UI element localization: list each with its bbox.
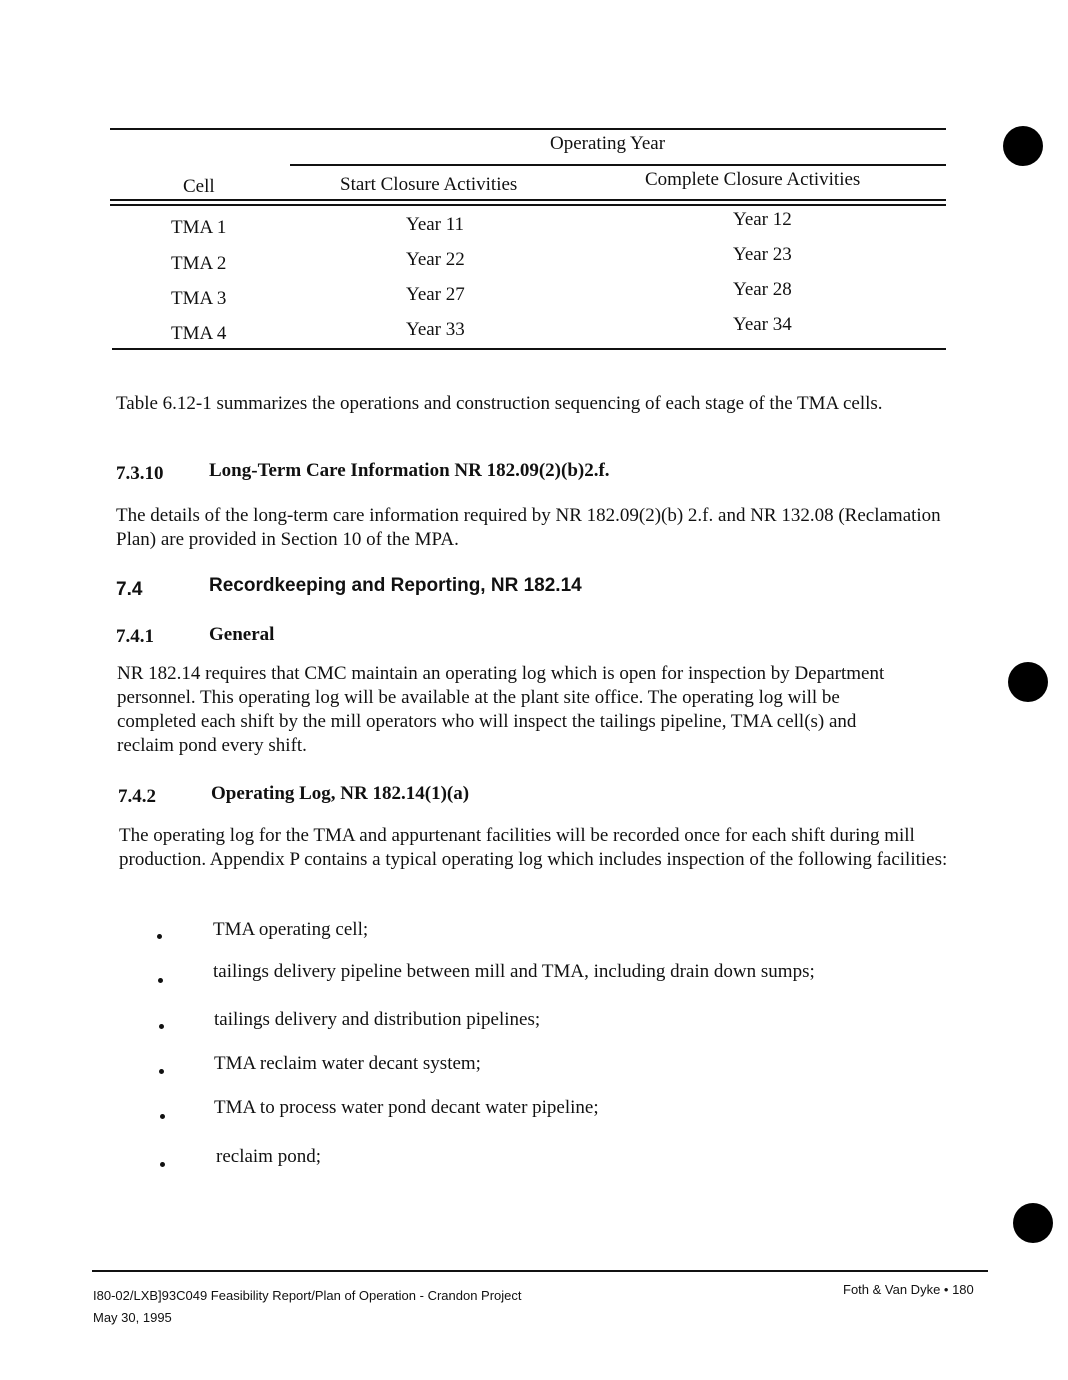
- punch-hole-top: [1003, 126, 1043, 166]
- footer-rule: [92, 1270, 988, 1272]
- table-top-rule: [110, 128, 946, 130]
- section-7-4-number: 7.4: [116, 579, 143, 600]
- bullet-marker: [158, 978, 163, 983]
- bullet-marker: [160, 1114, 165, 1119]
- bullet-text: reclaim pond;: [216, 1146, 321, 1167]
- bullet-marker: [160, 1162, 165, 1167]
- table-group-rule: [290, 164, 946, 166]
- table-cell-name: TMA 4: [171, 323, 227, 344]
- punch-hole-bottom: [1013, 1203, 1053, 1243]
- section-7-4-2-paragraph: The operating log for the TMA and appurtenant facilities will be recorded once for each shift during mill production. Appendix P contains a typical operating log which includes inspection of the following facilities:: [119, 825, 948, 870]
- section-7-4-1-number: 7.4.1: [116, 626, 154, 647]
- punch-hole-middle: [1008, 662, 1048, 702]
- bullet-text: TMA operating cell;: [213, 919, 369, 940]
- footer-date: May 30, 1995: [93, 1310, 172, 1325]
- bullet-marker: [159, 1069, 164, 1074]
- table-cell-complete: Year 28: [733, 279, 792, 300]
- bullet-marker: [157, 934, 162, 939]
- table-header-start: Start Closure Activities: [340, 174, 518, 195]
- table-bottom-rule: [112, 348, 946, 350]
- table-cell-name: TMA 1: [171, 217, 227, 238]
- section-7-4-title: Recordkeeping and Reporting, NR 182.14: [209, 575, 582, 596]
- bullet-text: tailings delivery pipeline between mill and TMA, including drain down sumps;: [213, 961, 815, 982]
- table-cell-complete: Year 23: [733, 244, 792, 265]
- footer-document-reference: I80-02/LXB]93C049 Feasibility Report/Plan of Operation - Crandon Project: [93, 1288, 522, 1303]
- table-cell-start: Year 22: [406, 249, 465, 270]
- section-7-4-2-number: 7.4.2: [118, 786, 156, 807]
- table-cell-complete: Year 12: [733, 209, 792, 230]
- bullet-text: TMA to process water pond decant water pipeline;: [214, 1097, 599, 1118]
- footer-firm-page-number: Foth & Van Dyke • 180: [843, 1282, 974, 1297]
- table-cell-start: Year 11: [406, 214, 465, 235]
- section-7-4-1-paragraph: NR 182.14 requires that CMC maintain an operating log which is open for inspection by Department personnel. This operating log will be available at the plant site office. The operating log will be completed each shift by the mill operators who will inspect the tailings pipeline, TMA cell(s) and reclaim pond every shift.: [117, 663, 885, 756]
- section-7-4-1-title: General: [209, 624, 275, 645]
- table-cell-start: Year 33: [406, 319, 465, 340]
- bullet-marker: [159, 1024, 164, 1029]
- table-cell-name: TMA 3: [171, 288, 227, 309]
- table-header-double-rule-2: [110, 204, 946, 206]
- bullet-text: TMA reclaim water decant system;: [214, 1053, 481, 1074]
- bullet-text: tailings delivery and distribution pipelines;: [214, 1009, 541, 1030]
- section-7-4-2-title: Operating Log, NR 182.14(1)(a): [211, 783, 470, 804]
- table-cell-start: Year 27: [406, 284, 465, 305]
- section-7-3-10-title: Long-Term Care Information NR 182.09(2)(b)2.f.: [209, 460, 610, 481]
- table-header-complete: Complete Closure Activities: [645, 169, 861, 190]
- table-cell-name: TMA 2: [171, 253, 227, 274]
- table-header-double-rule-1: [110, 199, 946, 201]
- table-group-header: Operating Year: [550, 133, 666, 154]
- table-summary-paragraph: Table 6.12-1 summarizes the operations and construction sequencing of each stage of the TMA cells.: [116, 393, 883, 414]
- section-7-3-10-paragraph: The details of the long-term care information required by NR 182.09(2)(b) 2.f. and NR 132.08 (Reclamation Plan) are provided in Section 10 of the MPA.: [116, 505, 941, 550]
- table-cell-complete: Year 34: [733, 314, 792, 335]
- table-header-cell: Cell: [183, 176, 215, 197]
- section-7-3-10-number: 7.3.10: [116, 463, 164, 484]
